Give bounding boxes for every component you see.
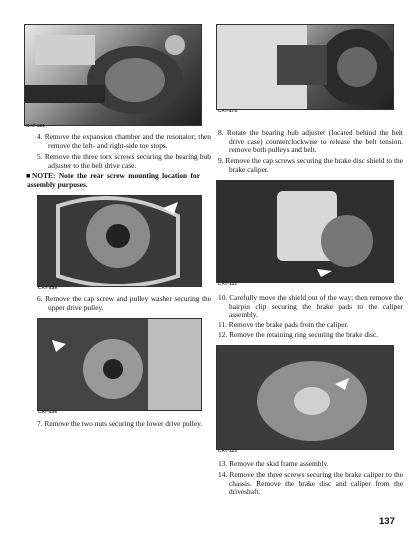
caption-cat-474: CAT-474	[218, 108, 238, 113]
step-8: 8. Rotate the bearing hub adjuster (located behind the belt drive case) counterclockwise to release the belt tension. remove both pulleys and belt.	[218, 128, 403, 155]
step-14: 14. Remove the three screws securing the brake caliper to the chassis. Remove the brake disc and caliper from the driveshaft.	[218, 470, 403, 497]
photo-brake-caliper-shield	[216, 180, 394, 283]
caption-cat-439: CAT-439	[38, 285, 58, 290]
note-rear-screw: ■NOTE: Note the rear screw mounting location for assembly purposes.	[26, 171, 200, 189]
photo-upper-drive-pulley	[37, 195, 202, 287]
caption-cat-436: CAT-436	[38, 409, 58, 414]
photo-bearing-hub-adjuster-art	[217, 25, 393, 109]
photo-expansion-chamber-art	[25, 25, 201, 125]
caption-cat-121: CAT-121	[26, 123, 46, 128]
step-7: 7. Remove the two nuts securing the lower drive pulley.	[37, 419, 203, 428]
step-10: 10. Carefully move the shield out of the way; then remove the hairpin clip securing the brake pads to the caliper assembly.	[218, 293, 403, 320]
step-12: 12. Remove the retaining ring securing the brake disc.	[218, 330, 379, 339]
photo-brake-caliper-shield-art	[217, 181, 393, 282]
step-11: 11. Remove the brake pads from the caliper.	[218, 320, 349, 329]
step-6: 6. Remove the cap screw and pulley washer securing the upper drive pulley.	[37, 294, 211, 312]
photo-brake-disc-retaining-ring-art	[217, 346, 393, 449]
step-5: 5. Remove the three torx screws securing the bearing hub adjuster to the belt drive case.	[37, 152, 211, 170]
photo-bearing-hub-adjuster	[216, 24, 394, 110]
step-13: 13. Remove the skid frame assembly.	[218, 459, 329, 468]
photo-lower-drive-pulley-art	[38, 319, 201, 410]
photo-upper-drive-pulley-art	[38, 196, 201, 286]
photo-brake-disc-retaining-ring	[216, 345, 394, 450]
step-9: 9. Remove the cap screws securing the brake disc shield to the brake caliper.	[218, 156, 403, 174]
photo-expansion-chamber	[24, 24, 202, 126]
photo-lower-drive-pulley	[37, 318, 202, 411]
step-4: 4. Remove the expansion chamber and the resonator; then remove the left- and right-side toe stops.	[37, 132, 211, 150]
caption-cat-122: CAT-122	[218, 281, 238, 286]
page-number: 137	[379, 516, 395, 527]
caption-cat-123: CAT-123	[218, 448, 238, 453]
